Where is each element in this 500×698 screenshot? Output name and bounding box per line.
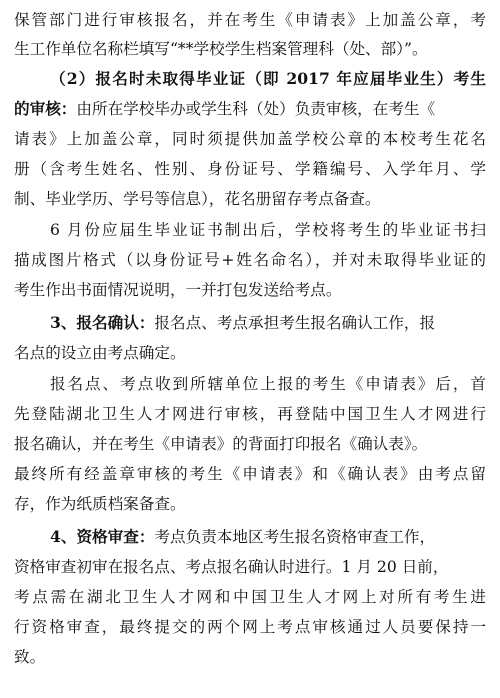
paragraph-line: 保管部门进行审核报名，并在考生《申请表》上加盖公章，考 xyxy=(14,11,486,29)
paragraph-line: 6 月份应届生毕业证书制出后，学校将考生的毕业证书扫 xyxy=(50,221,486,239)
paragraph-text: 由所在学校毕办或学生科（处）负责审核，在考生《 xyxy=(76,100,436,118)
paragraph-line: 考点需在湖北卫生人才网和中国卫生人才网上对所有考生进 xyxy=(14,588,486,606)
paragraph-line: 报名点、考点收到所辖单位上报的考生《申请表》后，首 xyxy=(50,375,486,393)
paragraph-line: 册（含考生姓名、性别、身份证号、学籍编号、入学年月、学 xyxy=(14,160,486,178)
section-heading: （2）报名时未取得毕业证（即 2017 年应届毕业生）考生 xyxy=(50,69,486,88)
section-heading: 4、资格审查： xyxy=(50,527,155,546)
paragraph-line: 先登陆湖北卫生人才网进行审核，再登陆中国卫生人才网进行 xyxy=(14,405,486,423)
paragraph-line: 请表》上加盖公章，同时须提供加盖学校公章的本校考生花名 xyxy=(14,130,486,148)
paragraph-line: 报名确认，并在考生《申请表》的背面打印报名《确认表》。 xyxy=(14,435,428,453)
paragraph-line: 描成图片格式（以身份证号+姓名命名），并对未取得毕业证的 xyxy=(14,251,486,269)
paragraph-line: 最终所有经盖章审核的考生《申请表》和《确认表》由考点留 xyxy=(14,465,486,483)
paragraph-line: 存，作为纸质档案备查。 xyxy=(14,495,186,513)
paragraph-line: 资格审查初审在报名点、考点报名确认时进行。1 月 20 日前， xyxy=(14,558,449,576)
paragraph-line: 制、毕业学历、学号等信息），花名册留存考点备查。 xyxy=(14,190,381,208)
paragraph-line: 行资格审查，最终提交的两个网上考点审核通过人员要保持一 xyxy=(14,618,486,636)
paragraph-line: 考生作出书面情况说明，一并打包发送给考点。 xyxy=(14,281,342,299)
paragraph-text: 考点负责本地区考生报名资格审查工作， xyxy=(154,528,436,546)
paragraph-text: 报名点、考点承担考生报名确认工作，报 xyxy=(154,314,436,332)
section-heading: 3、报名确认： xyxy=(50,313,155,332)
paragraph-line: 生工作单位名称栏填写“**学校学生档案管理科（处、部）”。 xyxy=(14,40,428,58)
paragraph-line xyxy=(50,309,486,337)
paragraph-line: 名点的设立由考点确定。 xyxy=(14,344,186,362)
heading-continuation: 的审核： xyxy=(14,99,77,118)
paragraph-line xyxy=(14,95,486,123)
paragraph-line xyxy=(50,523,486,551)
paragraph-line: 致。 xyxy=(14,648,46,666)
